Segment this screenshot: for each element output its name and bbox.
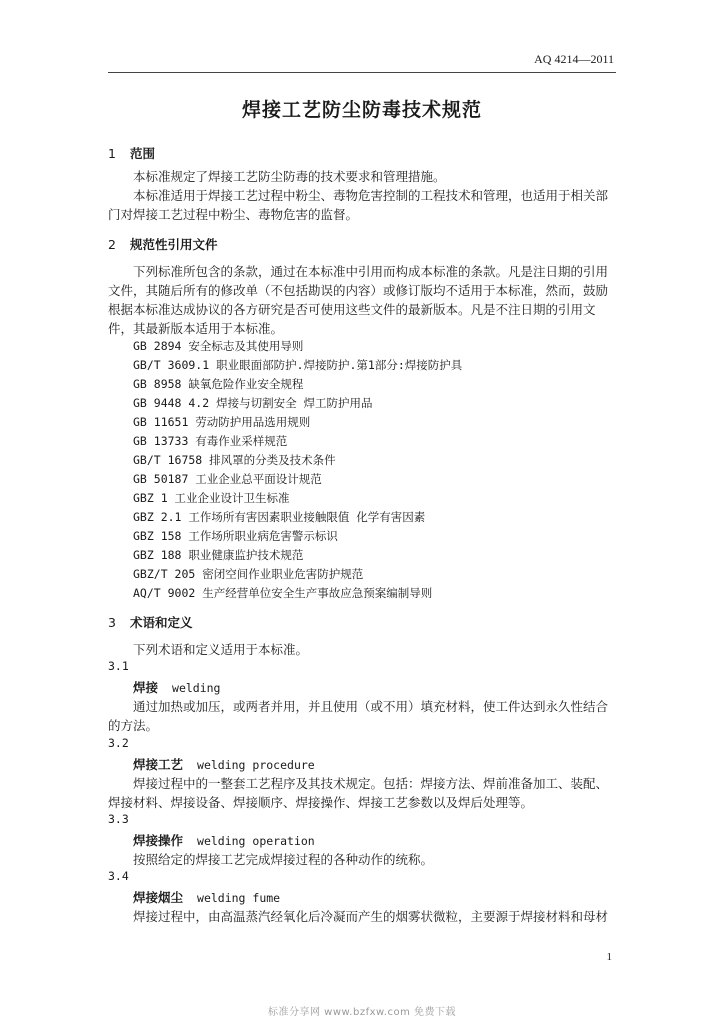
term-number: 3.4 xyxy=(108,869,129,883)
paragraph-refs-d: 件，其最新版本适用于本标准。 xyxy=(108,321,284,336)
header-rule xyxy=(108,72,616,73)
term-zh: 焊接 xyxy=(133,680,159,695)
term-heading xyxy=(133,678,220,696)
term-en: welding fume xyxy=(197,891,281,905)
term-zh: 焊接烟尘 xyxy=(133,890,184,905)
page-number: 1 xyxy=(606,951,612,963)
document-title: 焊接工艺防尘防毒技术规范 xyxy=(241,99,482,121)
section-3-number: 3 xyxy=(108,615,116,630)
section-3-title: 术语和定义 xyxy=(130,615,193,630)
term-heading xyxy=(133,831,315,849)
term-definition: 焊接过程中，由高温蒸汽经氧化后冷凝而产生的烟雾状微粒，主要源于焊接材料和母材 xyxy=(133,909,609,924)
reference-item: GB/T 3609.1 职业眼面部防护.焊接防护.第1部分:焊接防护具 xyxy=(133,358,463,372)
watermark-text: 标准分享网 www.bzfxw.com 免费下载 xyxy=(268,1007,456,1018)
term-definition-cont: 焊接材料、焊接设备、焊接顺序、焊接操作、焊接工艺参数以及焊后处理等。 xyxy=(108,795,534,810)
reference-item: GB 50187 工业企业总平面设计规范 xyxy=(133,472,322,486)
paragraph-refs-c: 根据本标准达成协议的各方研究是否可使用这些文件的最新版本。凡是不注日期的引用文 xyxy=(108,302,596,317)
term-zh: 焊接工艺 xyxy=(133,757,184,772)
reference-item: GBZ 188 职业健康监护技术规范 xyxy=(133,548,304,562)
paragraph-refs-b: 文件，其随后所有的修改单（不包括勘误的内容）或修订版均不适用于本标准，然而，鼓励 xyxy=(108,283,609,298)
term-en: welding xyxy=(172,681,221,695)
section-1-title: 范围 xyxy=(130,146,156,161)
term-definition: 按照给定的焊接工艺完成焊接过程的各种动作的统称。 xyxy=(133,852,434,867)
section-1-number: 1 xyxy=(108,146,116,161)
reference-item: AQ/T 9002 生产经营单位安全生产事故应急预案编制导则 xyxy=(133,586,433,600)
paragraph-scope-1: 本标准规定了焊接工艺防尘防毒的技术要求和管理措施。 xyxy=(133,169,446,184)
term-number: 3.3 xyxy=(108,812,129,826)
term-en: welding procedure xyxy=(197,758,315,772)
reference-item: GB 8958 缺氧危险作业安全规程 xyxy=(133,377,304,391)
reference-item: GBZ 2.1 工作场所有害因素职业接触限值 化学有害因素 xyxy=(133,510,426,524)
section-3-heading xyxy=(108,613,193,631)
paragraph-refs-a: 下列标准所包含的条款，通过在本标准中引用而构成本标准的条款。凡是注日期的引用 xyxy=(133,264,609,279)
reference-item: GB/T 16758 排风罩的分类及技术条件 xyxy=(133,453,336,467)
term-en: welding operation xyxy=(197,834,315,848)
paragraph-terms-intro: 下列术语和定义适用于本标准。 xyxy=(133,642,309,657)
reference-item: GB 11651 劳动防护用品选用规则 xyxy=(133,415,311,429)
term-definition: 焊接过程中的一整套工艺程序及其技术规定。包括：焊接方法、焊前准备加工、装配、 xyxy=(133,776,609,791)
reference-item: GBZ 1 工业企业设计卫生标准 xyxy=(133,491,290,505)
section-2-heading xyxy=(108,235,218,253)
reference-item: GBZ 158 工作场所职业病危害警示标识 xyxy=(133,529,338,543)
section-2-title: 规范性引用文件 xyxy=(130,237,218,252)
section-1-heading xyxy=(108,144,155,162)
reference-item: GB 2894 安全标志及其使用导则 xyxy=(133,339,304,353)
paragraph-scope-2a: 本标准适用于焊接工艺过程中粉尘、毒物危害控制的工程技术和管理，也适用于相关部 xyxy=(133,188,609,203)
term-number: 3.1 xyxy=(108,659,129,673)
paragraph-scope-2b: 门对焊接工艺过程中粉尘、毒物危害的监督。 xyxy=(108,207,359,222)
section-2-number: 2 xyxy=(108,237,116,252)
term-definition-cont: 的方法。 xyxy=(108,718,159,733)
term-definition: 通过加热或加压，或两者并用，并且使用（或不用）填充材料，使工件达到永久性结合 xyxy=(133,699,609,714)
reference-item: GBZ/T 205 密闭空间作业职业危害防护规范 xyxy=(133,567,364,581)
standard-code: AQ 4214—2011 xyxy=(534,52,614,66)
reference-item: GB 13733 有毒作业采样规范 xyxy=(133,434,288,448)
reference-item: GB 9448 4.2 焊接与切割安全 焊工防护用品 xyxy=(133,396,373,410)
term-heading xyxy=(133,888,280,906)
term-number: 3.2 xyxy=(108,736,129,750)
term-heading xyxy=(133,755,315,773)
term-zh: 焊接操作 xyxy=(133,833,184,848)
